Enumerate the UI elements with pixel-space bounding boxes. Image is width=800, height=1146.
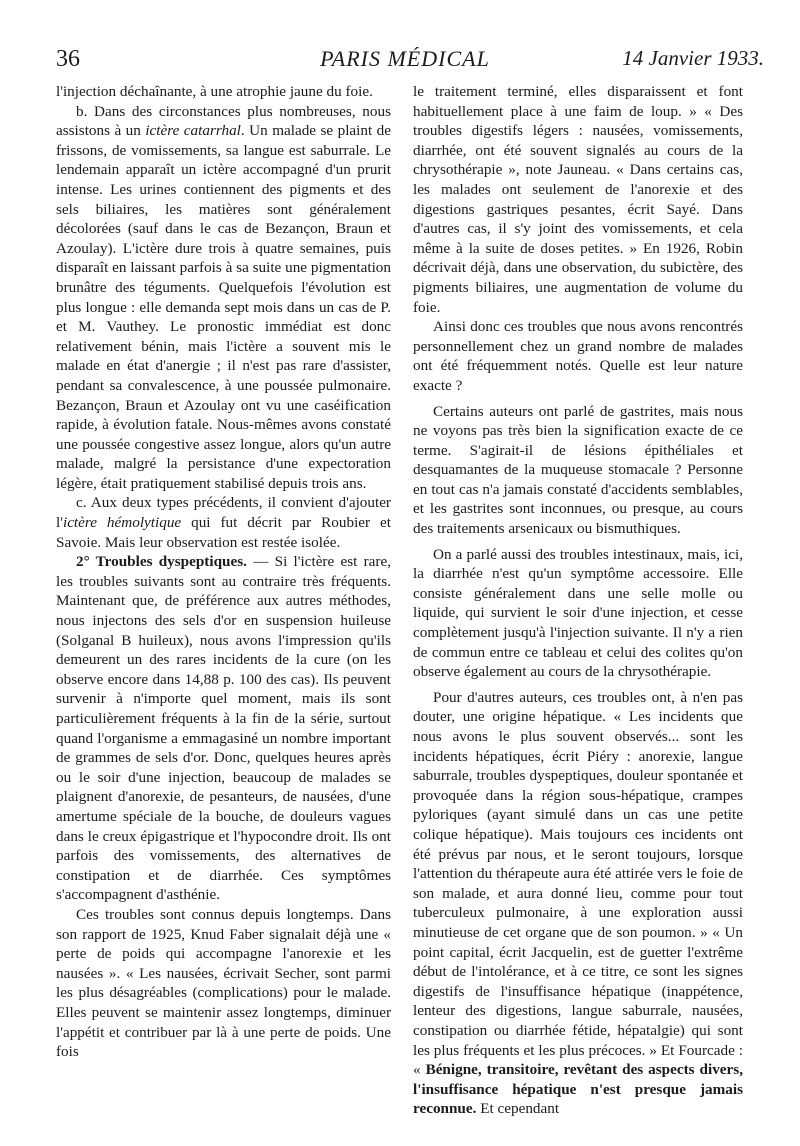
text-run: . Un malade se plaint de frissons, de vomissements, sa langue est saburrale. Le lendemain apparaît un ictère accompagné d'un prurit intense. Les urines contiennent des pigments et des sels biliaires, les matières sont généralement décolorées (sauf dans le cas de Bezançon, Braun et Azoulay). L'ictère dure trois à quatre semaines, puis disparaît en laissant parfois à sa suite une pigmentation brunâtre des téguments. Quelquefois l'évolution est plus longue : elle demanda sept mois dans un cas de P. et M. Vauthey. Le pronostic immédiat est donc relativement bénin, mais l'ictère a souvent mis le malade en état d'anergie ; il n'est pas rare d'assister, pendant sa convalescence, à une poussée pulmonaire. Bezançon, Braun et Azoulay ont vu une caséification rapide, à évolution fatale. Nous-mêmes avons constaté une poussée congestive assez longue, alors qu'un autre malade, malgré la persistance d'une expectoration légère, était pratiquement stabilisé depuis trois ans.: [56, 122, 391, 492]
italic-text: ictère catarrhal: [145, 122, 241, 140]
italic-text: ictère hémolytique: [62, 514, 182, 532]
text-run: Pour d'autres auteurs, ces troubles ont, à n'en pas douter, une origine hépatique. « Les incidents que nous avons le plus souvent observés... sont les incidents hépatiques, écrit Piéry : anorexie, langue saburrale, troubles dyspeptiques, douleur spontanée et provoquée dans la région sous-hépatique, crampes pyloriques (ayant simulé dans un cas une petite colique hépatique). Mais toujours ces incidents ont été prévus par nous, et le seront toujours, lorsque l'attention du thérapeute aura été attirée vers le foie de son malade, et aura donné lieu, comme pour tout tuberculeux pulmonaire, à une exploration aussi minutieuse de cet organe que de son poumon. » « Un point capital, écrit Jacquelin, est de guetter l'extrême début de l'intolérance, et à ce titre, ce sont les signes digestifs de l'insuffisance hépatique (inappétence, lenteur des digestions, langue saburrale, nausées, constipation ou diarrhée fétide, hépatalgie) qui sont les plus fréquents et les plus précoces. » Et Fourcade : «: [413, 688, 743, 1079]
bold-text: Bénigne, transitoire, revêtant des aspects divers, l'insuffisance hépatique n'est presque jamais reconnue.: [413, 1061, 743, 1118]
paragraph: [56, 82, 391, 102]
text-run: Et cependant: [476, 1100, 560, 1118]
text-run: qui fut décrit par Roubier et Savoie. Mais leur observation est restée isolée.: [56, 514, 391, 551]
text-run: Certains auteurs ont parlé de gastrites, mais nous ne voyons pas très bien la signification exacte de ce terme. S'agirait-il de lésions épithéliales et desquamantes de la muqueuse stomacale ? Personne en tout cas n'a jamais constaté d'accidents semblables, et les gastrites sont inconnues, ou presque, au cours des traitements arsenicaux ou bismuthiques.: [413, 402, 743, 538]
bold-text: 2° Troubles dyspeptiques.: [76, 553, 247, 571]
text-run: l'injection déchaînante, à une atrophie jaune du foie.: [56, 83, 373, 100]
text-run: Ces troubles sont connus depuis longtemps. Dans son rapport de 1925, Knud Faber signalait déjà une « perte de poids qui accompagne l'anorexie et les nausées ». « Les nausées, écrivait Secher, sont parmi les plus désagréables (complications) pour le malade. Elles peuvent se maintenir assez longtemps, diminuer l'appétit et contribuer par là à une perte de poids. Une fois: [56, 905, 391, 1061]
paragraph: [413, 317, 743, 395]
paragraph: [413, 402, 743, 539]
page-number: 36: [56, 46, 80, 72]
paragraph: [56, 493, 391, 552]
paragraph: [413, 82, 743, 317]
right-column: [413, 82, 743, 1119]
issue-date: 14 Janvier 1933.: [622, 46, 764, 70]
page-header: [46, 46, 764, 76]
paragraph: [413, 545, 743, 682]
text-run: c. Aux deux types précédents, il convient d'ajouter l': [56, 494, 391, 532]
text-run: b. Dans des circonstances plus nombreuses, nous assistons à un: [56, 102, 391, 140]
text-run: le traitement terminé, elles disparaissent et font habituellement place à une faim de loup. » « Des troubles digestifs légers : nausées, vomissements, diarrhée, ont été souvent signalés au cours de la chrysothérapie », note Jauneau. « Dans certains cas, les malades ont seulement de l'anorexie et des digestions gastriques pesantes, écrit Sayé. Dans d'autres cas, il s'y joint des vomissements, et cela même à la suite de doses petites. » En 1926, Robin décrivait déjà, dans une observation, du subictère, des pigments biliaires, une augmentation de volume du foie.: [413, 83, 743, 316]
left-column: [56, 82, 391, 1062]
paragraph: [413, 688, 743, 1119]
text-run: — Si l'ictère est rare, les troubles suivants sont au contraire très fréquents. Maintenant que, de préférence aux autres méthodes, nous injectons des sels d'or en suspension huileuse (Solganal B huileux), nous avons l'impression qu'ils demeurent un des rares incidents de la cure (on les observe encore dans 14,88 p. 100 des cas). Ils peuvent survenir à n'importe quel moment, mais ils sont particulièrement fréquents à la fin de la série, surtout quand l'organisme a emmagasiné un nombre important de grammes de sels d'or. Donc, quelques heures après ou le soir d'une injection, beaucoup de malades se plaignent d'anorexie, de pesanteurs, de nausées, d'une amertume spéciale de la bouche, de douleurs vagues dans le creux épigastrique et l'hypocondre droit. Ils ont parfois des vomissements, des alternatives de constipation et de diarrhée. Ces symptômes s'accompagnent d'asthénie.: [56, 553, 392, 904]
paragraph: [56, 552, 391, 905]
paragraph: [56, 905, 391, 1062]
text-run: On a parlé aussi des troubles intestinaux, mais, ici, la diarrhée n'est qu'un symptôme accessoire. Elle consiste généralement dans une selle molle ou liquide, qui survient le soir d'une injection, et cesse complètement jusqu'à l'injection suivante. Il n'y a rien de commun entre ce tableau et celui des colites qu'on observe également au cours de la chrysothérapie.: [413, 545, 743, 681]
journal-title: PARIS MÉDICAL: [320, 46, 490, 71]
text-run: Ainsi donc ces troubles que nous avons rencontrés personnellement chez un grand nombre de malades ont été fréquemment notés. Quelle est leur nature exacte ?: [413, 318, 743, 394]
paragraph: [56, 102, 391, 494]
